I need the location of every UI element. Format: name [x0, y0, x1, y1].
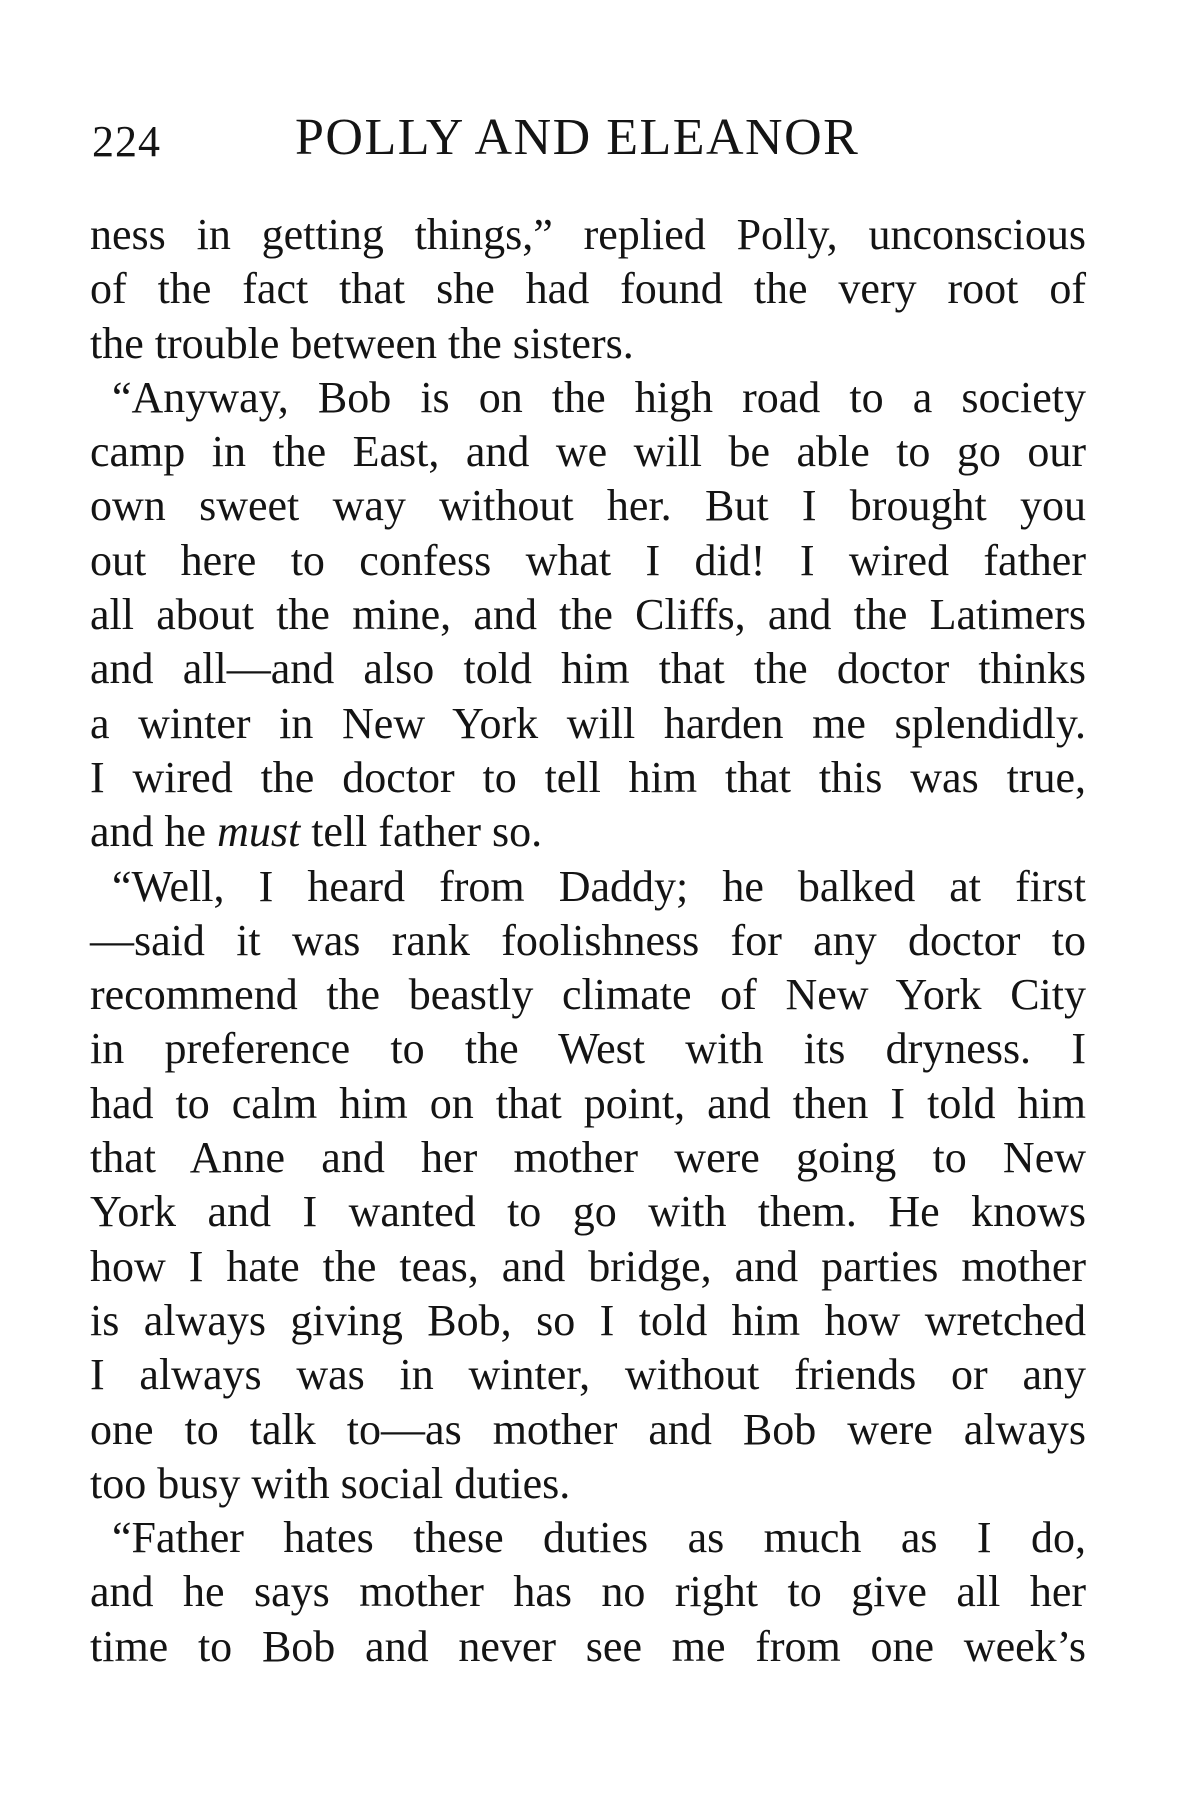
- page-number: 224: [92, 117, 161, 166]
- text-line: that Anne and her mother were going to New: [90, 1133, 1086, 1183]
- text-line: recommend the beastly climate of New York City: [90, 970, 1086, 1020]
- book-title: POLLY AND ELEANOR: [295, 109, 860, 166]
- text-line: —said it was rank foolishness for any doctor to: [90, 915, 1086, 965]
- line-segment: tell father so.: [300, 807, 543, 857]
- paragraph-start-line: “Anyway, Bob is on the high road to a society: [112, 372, 1086, 422]
- text-line: and he says mother has no right to give all her: [90, 1567, 1086, 1617]
- text-line: out here to confess what I did! I wired father: [90, 535, 1086, 585]
- running-head: [92, 108, 1092, 168]
- text-line: I wired the doctor to tell him that this was true,: [90, 752, 1086, 802]
- text-line: time to Bob and never see me from one week’s: [90, 1621, 1086, 1671]
- text-line: how I hate the teas, and bridge, and parties mother: [90, 1241, 1086, 1291]
- line-segment: and he: [90, 807, 218, 857]
- paragraph-end-line: too busy with social duties.: [90, 1458, 571, 1508]
- paragraph-start-line: “Father hates these duties as much as I do,: [112, 1513, 1086, 1563]
- text-line: of the fact that she had found the very root of: [90, 264, 1086, 314]
- text-line: is always giving Bob, so I told him how wretched: [90, 1295, 1086, 1345]
- text-line: own sweet way without her. But I brought you: [90, 481, 1086, 531]
- paragraph-end-line: the trouble between the sisters.: [90, 318, 634, 368]
- paragraph-start-line: “Well, I heard from Daddy; he balked at first: [112, 861, 1086, 911]
- paragraph-end-line: [90, 805, 1086, 859]
- text-line: I always was in winter, without friends or any: [90, 1350, 1086, 1400]
- text-line: York and I wanted to go with them. He knows: [90, 1187, 1086, 1237]
- text-line: camp in the East, and we will be able to go our: [90, 427, 1086, 477]
- emphasized-word: must: [217, 807, 301, 857]
- text-line: had to calm him on that point, and then I told him: [90, 1078, 1086, 1128]
- text-line: one to talk to—as mother and Bob were always: [90, 1404, 1086, 1454]
- text-line: all about the mine, and the Cliffs, and the Latimers: [90, 590, 1086, 640]
- text-line: a winter in New York will harden me splendidly.: [90, 698, 1086, 748]
- text-line: ness in getting things,” replied Polly, unconscious: [90, 210, 1086, 259]
- body-text: [90, 208, 1086, 1674]
- text-line: and all—and also told him that the doctor thinks: [90, 644, 1086, 694]
- text-line: in preference to the West with its dryness. I: [90, 1024, 1086, 1074]
